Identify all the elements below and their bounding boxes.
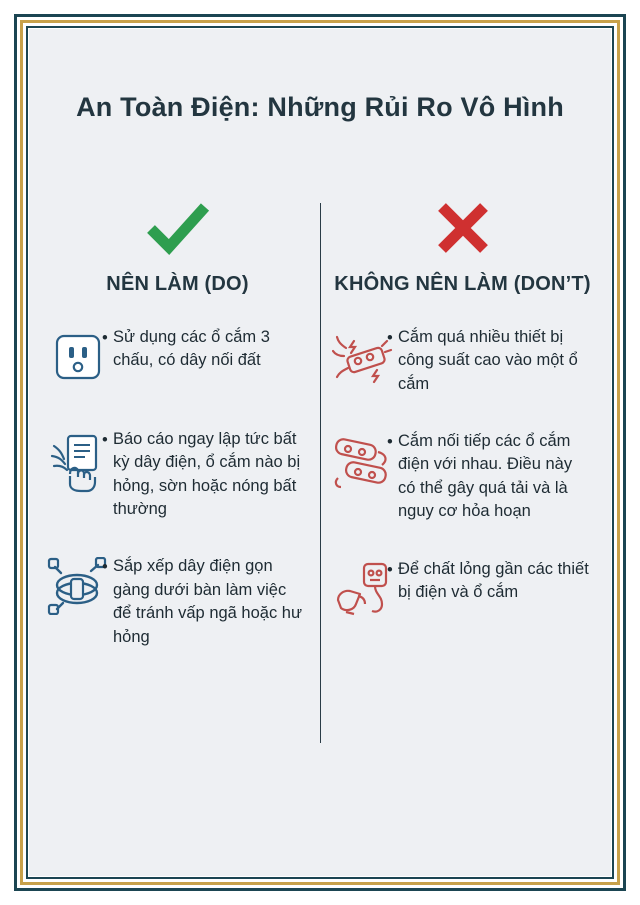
poster-canvas — [29, 29, 611, 876]
bullet-icon: • — [102, 328, 108, 347]
column-dont — [320, 197, 605, 683]
list-item-label: Để chất lỏng gần các thiết bị điện và ổ cắm — [398, 559, 589, 602]
check-mark-icon — [45, 197, 310, 259]
column-heading-do: NÊN LÀM (DO) — [106, 272, 249, 295]
list-item-text — [387, 430, 595, 524]
list-item — [45, 555, 310, 649]
list-item-label: Sắp xếp dây điện gọn gàng dưới bàn làm việc để tránh vấp ngã hoặc hư hỏng — [113, 557, 303, 646]
list-item-label: Sử dụng các ổ cắm 3 chấu, có dây nối đất — [113, 327, 270, 370]
list-item — [45, 428, 310, 522]
bullet-icon: • — [102, 430, 108, 449]
dont-items-list — [330, 326, 595, 626]
column-heading-dont: KHÔNG NÊN LÀM (DON’T) — [334, 272, 591, 295]
list-item-text — [102, 326, 310, 373]
page-title: An Toàn Điện: Những Rủi Ro Vô Hình — [76, 92, 564, 122]
list-item-label: Cắm nối tiếp các ổ cắm điện với nhau. Điều này có thể gây quá tải và là nguy cơ hỏa hoạn — [398, 432, 573, 521]
list-item — [330, 558, 595, 626]
list-item-text — [387, 326, 595, 396]
column-do — [35, 197, 320, 683]
cross-mark-icon — [330, 197, 595, 259]
list-item — [330, 326, 595, 396]
list-item — [45, 326, 310, 394]
bullet-icon: • — [387, 560, 393, 579]
list-item-text — [102, 555, 310, 649]
column-divider — [320, 203, 321, 743]
bullet-icon: • — [387, 433, 393, 452]
bullet-icon: • — [387, 328, 393, 347]
list-item-label: Cắm quá nhiều thiết bị công suất cao vào một ổ cắm — [398, 327, 578, 393]
do-items-list — [45, 326, 310, 649]
list-item-text — [387, 558, 595, 605]
list-item — [330, 430, 595, 524]
columns-container — [29, 197, 611, 683]
bullet-icon: • — [102, 558, 108, 577]
list-item-text — [102, 428, 310, 522]
list-item-label: Báo cáo ngay lập tức bất kỳ dây điện, ổ cắm nào bị hỏng, sờn hoặc nóng bất thường — [113, 429, 301, 519]
